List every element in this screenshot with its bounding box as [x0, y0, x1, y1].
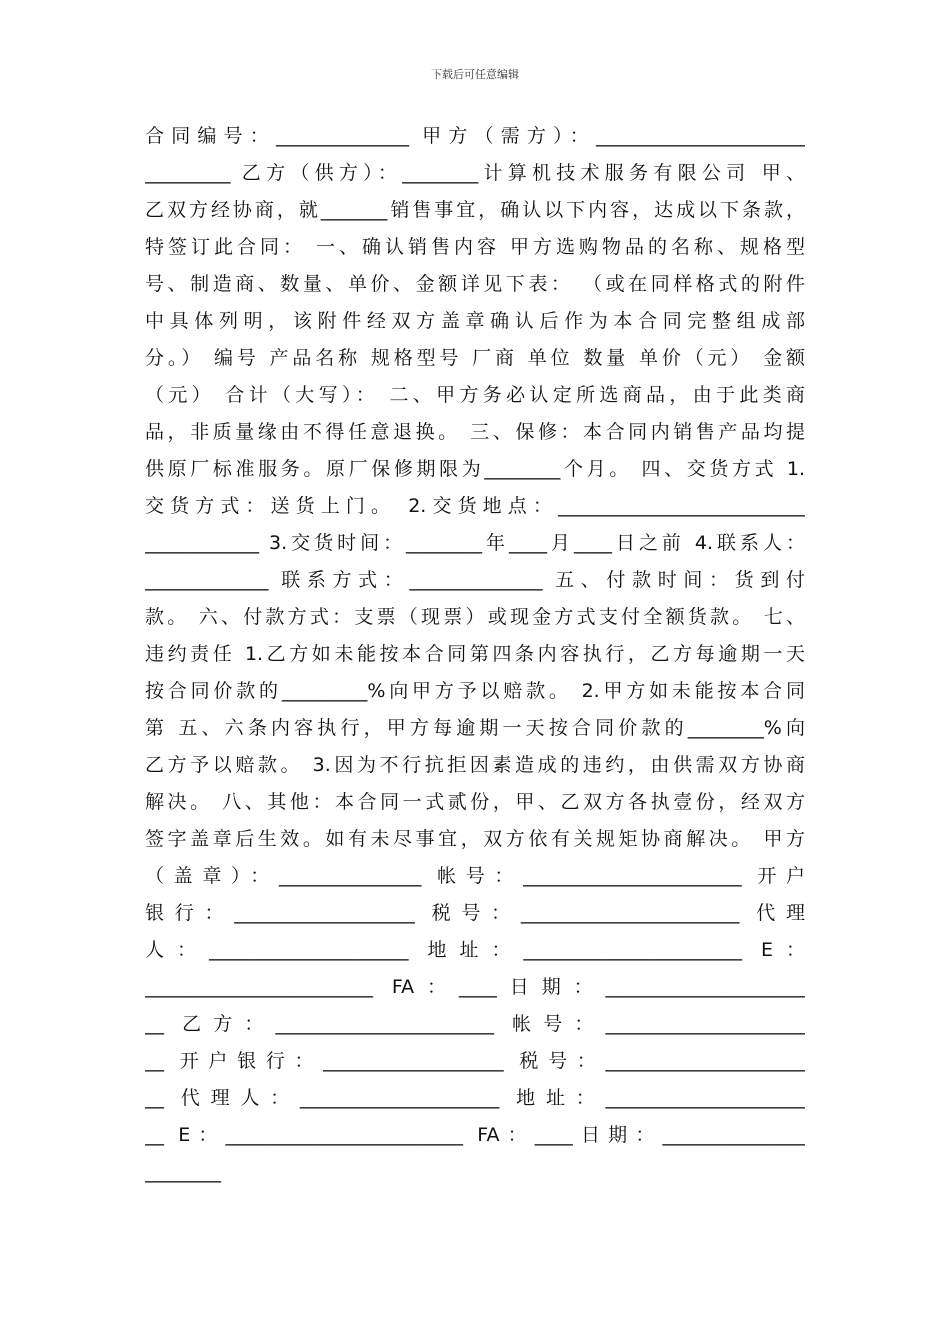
contract-line: 品，非质量缘由不得任意退换。 三、保修：本合同内销售产品均提 — [145, 421, 805, 443]
contract-line: __ 代理人：_____________________ 地址：_____________________ — [145, 1087, 805, 1109]
contract-line: 合同编号：______________ 甲方（需方）：______________________ — [145, 125, 805, 147]
contract-line: __ E：_________________________ FA：____日期：_______________ — [145, 1124, 805, 1146]
contract-line: 乙双方经协商，就_______销售事宜，确认以下内容，达成以下条款， — [145, 199, 805, 221]
contract-line: 款。 六、付款方式：支票（现票）或现金方式支付全额货款。 七、 — [145, 606, 805, 628]
contract-line: 供原厂标准服务。原厂保修期限为________个月。 四、交货方式 1. — [145, 458, 805, 480]
contract-line: （元） 合计（大写）： 二、甲方务必认定所选商品，由于此类商 — [145, 384, 805, 406]
contract-line: 第 五、六条内容执行，甲方每逾期一天按合同价款的________%向 — [145, 717, 805, 739]
contract-line: _____________ 联系方式：______________ 五、付款时间：货到付 — [145, 569, 805, 591]
contract-line: ____________ 3.交货时间：________年____月____日之前 4.联系人： — [145, 532, 805, 554]
contract-body — [145, 118, 805, 1191]
contract-line: __ 开户银行：___________________ 税号：_____________________ — [145, 1050, 805, 1072]
contract-line: 签字盖章后生效。如有未尽事宜，双方依有关规矩协商解决。 甲方 — [145, 828, 805, 850]
contract-line: 银行：___________________ 税号：_______________________ 代理 — [145, 902, 805, 924]
contract-line: 乙方予以赔款。 3.因为不行抗拒因素造成的违约，由供需双方协商 — [145, 754, 805, 776]
contract-line: ________ — [145, 1161, 221, 1183]
contract-line: 按合同价款的_________%向甲方予以赔款。 2.甲方如未能按本合同 — [145, 680, 805, 702]
contract-line: 违约责任 1.乙方如未能按本合同第四条内容执行，乙方每逾期一天 — [145, 643, 805, 665]
contract-line: ________________________ FA：____日期：_____________________ — [145, 976, 805, 998]
contract-line: __ 乙方：_______________________ 帐号：_____________________ — [145, 1013, 805, 1035]
contract-line: _________ 乙方（供方）：________计算机技术服务有限公司 甲、 — [145, 162, 805, 184]
contract-line: 分。） 编号 产品名称 规格型号 厂商 单位 数量 单价（元） 金额 — [145, 347, 805, 369]
contract-line: 中具体列明，该附件经双方盖章确认后作为本合同完整组成部 — [145, 310, 805, 332]
contract-line: 人：_____________________ 地址：_______________________ E： — [145, 939, 805, 961]
contract-line: 号、制造商、数量、单价、金额详见下表： （或在同样格式的附件 — [145, 273, 805, 295]
contract-line: 交货方式：送货上门。 2.交货地点：__________________________ — [145, 495, 805, 517]
contract-line: （盖章）：_______________ 帐号：_______________________ 开户 — [145, 865, 805, 887]
header-note: 下载后可任意编辑 — [431, 68, 519, 81]
contract-line: 解决。 八、其他：本合同一式贰份，甲、乙双方各执壹份，经双方 — [145, 791, 805, 813]
contract-line: 特签订此合同： 一、确认销售内容 甲方选购物品的名称、规格型 — [145, 236, 805, 258]
